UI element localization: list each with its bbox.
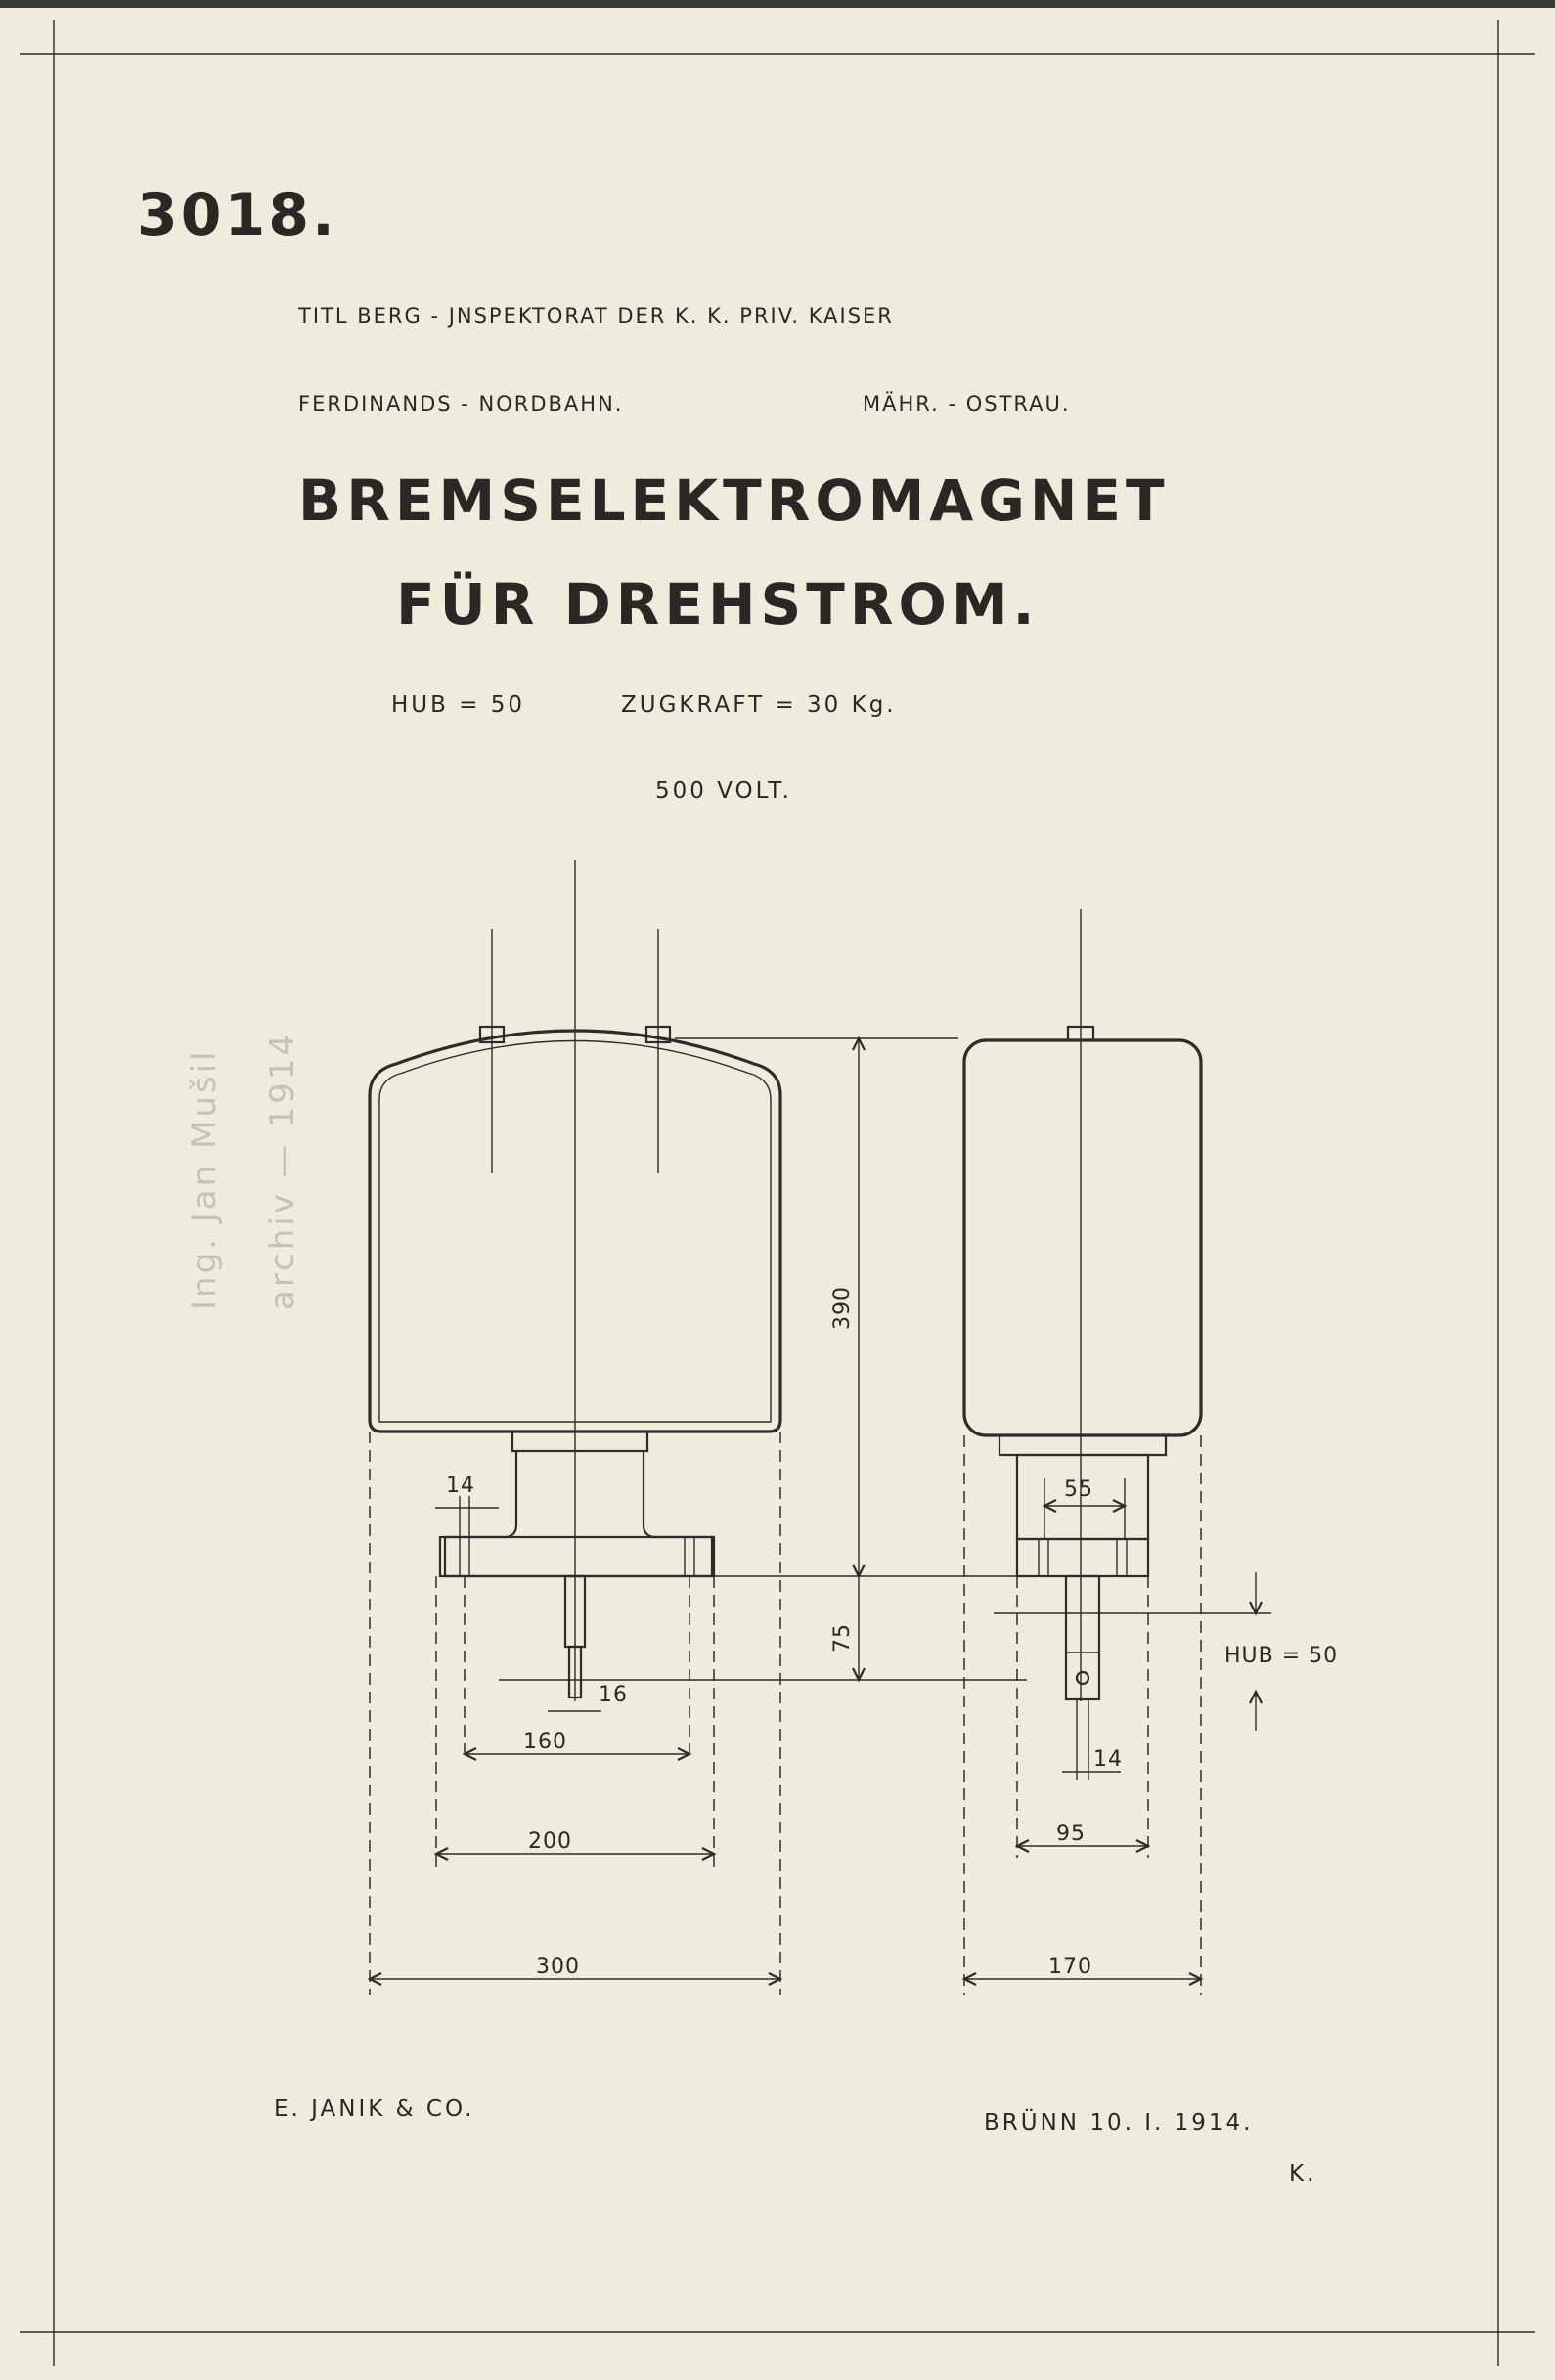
side-foot [1017, 1539, 1148, 1576]
height-dimensions [499, 1038, 1027, 1680]
dim-14-side: 14 [1093, 1747, 1123, 1772]
dim-390: 390 [830, 1286, 855, 1330]
title-line-1: BREMSELEKTROMAGNET [298, 467, 1170, 534]
dim-200: 200 [528, 1829, 572, 1854]
dim-170: 170 [1048, 1955, 1092, 1979]
dim-55: 55 [1064, 1477, 1093, 1502]
side-coil-housing [964, 1040, 1201, 1435]
faint-stamp [185, 1032, 302, 1310]
dim-300: 300 [536, 1955, 580, 1979]
spec-force: ZUGKRAFT = 30 Kg. [621, 692, 897, 718]
client-line-1: TITL BERG - JNSPEKTORAT DER K. K. PRIV. KAISER [298, 304, 894, 328]
front-neck [445, 1451, 712, 1576]
dim-75: 75 [830, 1623, 855, 1653]
place-date: BRÜNN 10. I. 1914. [984, 2110, 1254, 2136]
client-city: MÄHR. - OSTRAU. [863, 392, 1071, 416]
front-body-base [512, 1432, 647, 1451]
client-line-2: FERDINANDS - NORDBAHN. [298, 392, 624, 416]
front-foot-flange [440, 1537, 714, 1576]
front-view [370, 860, 780, 1995]
top-edge-band [0, 0, 1555, 8]
side-plunger [1066, 1576, 1099, 1699]
dim-95: 95 [1056, 1822, 1086, 1846]
side-view [964, 909, 1338, 1995]
title-line-2: FÜR DREHSTROM. [396, 571, 1040, 638]
side-body-base [1000, 1435, 1166, 1455]
side-plunger-eye [1077, 1672, 1088, 1684]
dim-160: 160 [523, 1730, 567, 1754]
dim-14-front: 14 [446, 1474, 475, 1498]
drawing-number: 3018. [137, 181, 337, 249]
initial: K. [1289, 2161, 1317, 2186]
hub-label: HUB = 50 [1224, 1644, 1339, 1668]
dim-16: 16 [599, 1683, 628, 1707]
spec-stroke: HUB = 50 [391, 692, 526, 718]
spec-voltage: 500 VOLT. [655, 778, 792, 804]
company-name: E. JANIK & CO. [274, 2096, 475, 2122]
stamp-line-2: archiv — 1914 [263, 1031, 302, 1310]
stamp-line-1: Ing. Jan Mušil [185, 1048, 224, 1310]
